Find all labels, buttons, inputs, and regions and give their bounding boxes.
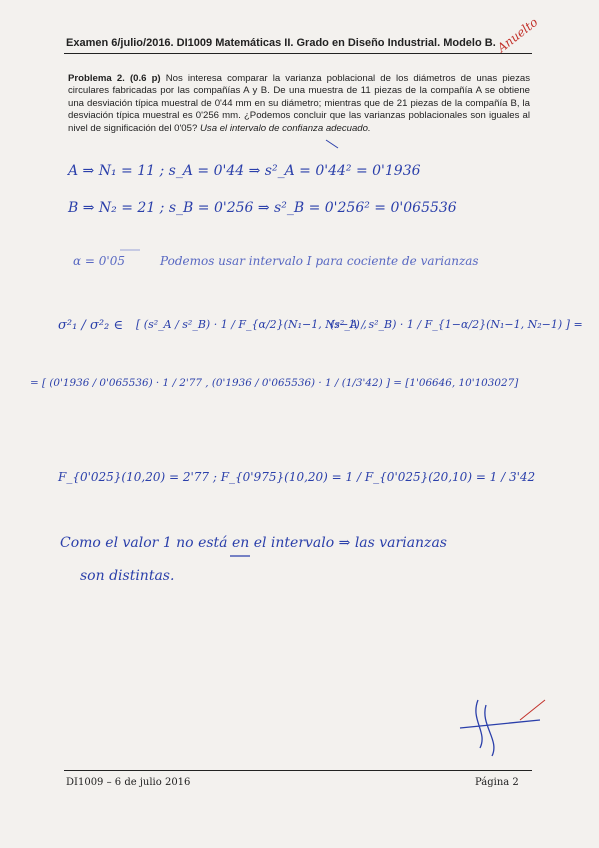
problem-hint: Usa el intervalo de confianza adecuado. (199, 122, 371, 134)
problem-text: Nos interesa comparar la varianza poblacional de los diámetros de unas piezas circulares fabricadas por las compañías A y B. De una muestra de 11 piezas de la compañía A se obtiene una desviación típica muestral de 0'44 mm en su diámetro; mientras que de 21 piezas de la compañía B, la desviación típica muestral es 0'256 mm. ¿Podemos concluir que las varianzas poblacionales son iguales al nivel de significación del 0'05? (68, 73, 531, 134)
signature (460, 700, 540, 756)
handwritten-alpha: α = 0'05 (73, 254, 125, 268)
f-values: F_{0'025}(10,20) = 2'77 ; F_{0'975}(10,20) = 1 / F_{0'025}(20,10) = 1 / 3'42 (58, 470, 536, 484)
problem-label: Problema 2. (68, 73, 125, 84)
ci-term-1: [ (s²_A / s²_B) · 1 / F_{α/2}(N₁−1, N₂−1) , (136, 318, 367, 331)
red-mark (520, 700, 545, 720)
ci-lhs: σ²₁ / σ²₂ ∈ (58, 318, 123, 333)
handwritten-note: Podemos usar intervalo I para cociente de varianzas (160, 254, 479, 268)
handwritten-line-a: A ⇒ N₁ = 11 ; s_A = 0'44 ⇒ s²_A = 0'44² = 0'1936 (68, 163, 421, 179)
conclusion-line-2: son distintas. (80, 568, 175, 584)
handwritten-line-b: B ⇒ N₂ = 21 ; s_B = 0'256 ⇒ s²_B = 0'256² = 0'065536 (68, 200, 457, 216)
ci-numeric: = [ (0'1936 / 0'065536) · 1 / 2'77 , (0'1936 / 0'065536) · 1 / (1/3'42) ] = [1'06646, 10'103027] (30, 377, 519, 389)
alpha-arrow-mark (326, 140, 338, 148)
footer-page-number: Página 2 (475, 777, 519, 788)
footer-course-date: DI1009 – 6 de julio 2016 (66, 777, 191, 788)
ci-term-2: (s²_A / s²_B) · 1 / F_{1−α/2}(N₁−1, N₂−1) ] = (330, 318, 583, 331)
graded-stamp: Anuelto (494, 14, 541, 56)
header-title: Examen 6/julio/2016. DI1009 Matemáticas II. Grado en Diseño Industrial. Modelo B. (66, 37, 496, 49)
problem-points: (0.6 p) (129, 73, 161, 84)
conclusion-line-1: Como el valor 1 no está en el intervalo ⇒ las varianzas (60, 535, 447, 551)
footer-rule (64, 770, 532, 771)
